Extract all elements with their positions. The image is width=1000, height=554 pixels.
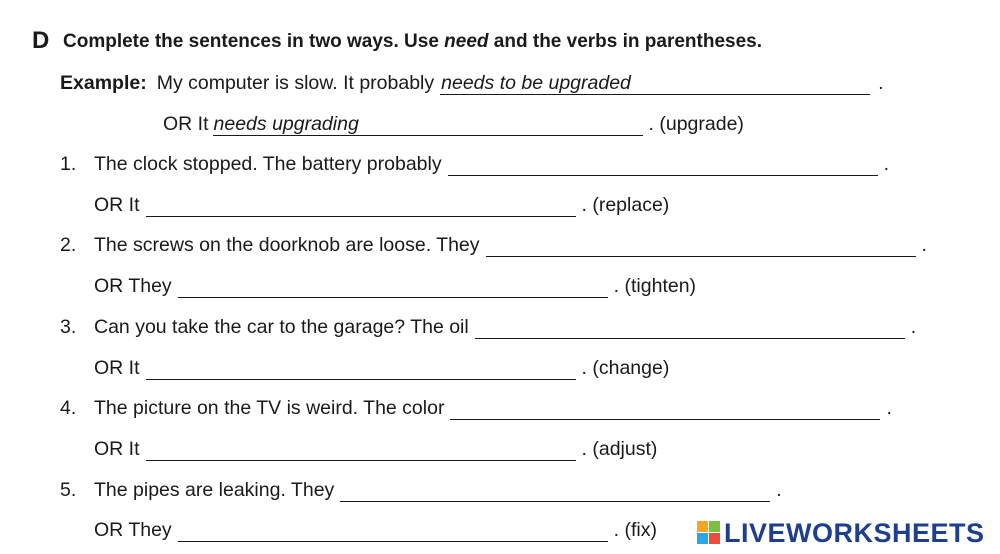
item-end: . xyxy=(910,316,917,338)
item-3-or-answer-input[interactable] xyxy=(146,358,576,380)
item-1-answer-input[interactable] xyxy=(448,154,878,176)
item-end: . xyxy=(921,234,927,256)
logo-text: LIVEWORKSHEETS xyxy=(724,517,985,548)
item-5-line-1 xyxy=(60,476,782,502)
item-number: 3. xyxy=(60,316,77,338)
example-or-answer-blank xyxy=(213,114,643,136)
item-or-end: . (tighten) xyxy=(613,275,697,297)
logo-square xyxy=(697,521,708,532)
item-number: 5. xyxy=(60,479,77,501)
logo-square xyxy=(709,521,720,532)
item-sentence: The screws on the doorknob are loose. They xyxy=(94,234,480,256)
logo-square xyxy=(709,533,720,544)
instruction-italic: need xyxy=(444,31,489,52)
item-2-line-1 xyxy=(60,231,927,257)
item-1-or-answer-input[interactable] xyxy=(146,195,576,217)
item-5-answer-input[interactable] xyxy=(340,480,770,502)
item-or-end: . (replace) xyxy=(581,194,670,216)
item-or-end: . (adjust) xyxy=(581,438,658,460)
item-number: 1. xyxy=(60,153,77,175)
liveworksheets-logo-icon xyxy=(697,521,721,545)
item-or-text: OR It xyxy=(94,357,140,379)
example-sentence: My computer is slow. It probably xyxy=(156,72,435,94)
item-5-or-answer-input[interactable] xyxy=(178,520,608,542)
item-5-line-2 xyxy=(94,516,657,542)
logo-square xyxy=(697,533,708,544)
example-line-1 xyxy=(60,69,884,95)
item-sentence: The clock stopped. The battery probably xyxy=(94,153,442,175)
liveworksheets-logo xyxy=(697,517,985,549)
example-or-end: . (upgrade) xyxy=(648,113,744,135)
item-or-text: OR It xyxy=(94,194,140,216)
example-answer: needs to be upgraded xyxy=(441,72,631,94)
item-4-line-1 xyxy=(60,394,892,420)
item-end: . xyxy=(776,479,782,501)
item-4-answer-input[interactable] xyxy=(450,398,880,420)
instruction-part2: and the verbs in parentheses. xyxy=(488,31,763,52)
item-4-or-answer-input[interactable] xyxy=(146,439,576,461)
item-number: 4. xyxy=(60,397,77,419)
example-line-2 xyxy=(163,110,744,136)
example-answer-blank xyxy=(440,73,870,95)
item-or-text: OR They xyxy=(94,275,172,297)
item-2-or-answer-input[interactable] xyxy=(178,276,608,298)
item-sentence: The pipes are leaking. They xyxy=(94,479,335,501)
item-or-text: OR It xyxy=(94,438,140,460)
example-or-text: OR It xyxy=(163,113,209,135)
item-1-line-1 xyxy=(60,150,889,176)
item-sentence: The picture on the TV is weird. The color xyxy=(94,397,445,419)
item-or-end: . (fix) xyxy=(613,519,657,541)
item-2-answer-input[interactable] xyxy=(486,235,916,257)
item-4-line-2 xyxy=(94,435,657,461)
example-end: . xyxy=(878,72,884,94)
item-or-text: OR They xyxy=(94,519,172,541)
example-or-answer: needs upgrading xyxy=(213,113,359,135)
example-label: Example: xyxy=(60,72,147,94)
instruction-part1: Complete the sentences in two ways. Use xyxy=(63,31,445,52)
section-instruction xyxy=(63,31,762,53)
item-3-line-1 xyxy=(60,313,916,339)
section-letter: D xyxy=(32,27,50,54)
item-3-answer-input[interactable] xyxy=(475,317,905,339)
item-2-line-2 xyxy=(94,272,696,298)
item-number: 2. xyxy=(60,234,77,256)
item-end: . xyxy=(883,153,890,175)
item-or-end: . (change) xyxy=(581,357,670,379)
item-1-line-2 xyxy=(94,191,669,217)
item-end: . xyxy=(886,397,892,419)
item-3-line-2 xyxy=(94,354,669,380)
item-sentence: Can you take the car to the garage? The oil xyxy=(94,316,469,338)
